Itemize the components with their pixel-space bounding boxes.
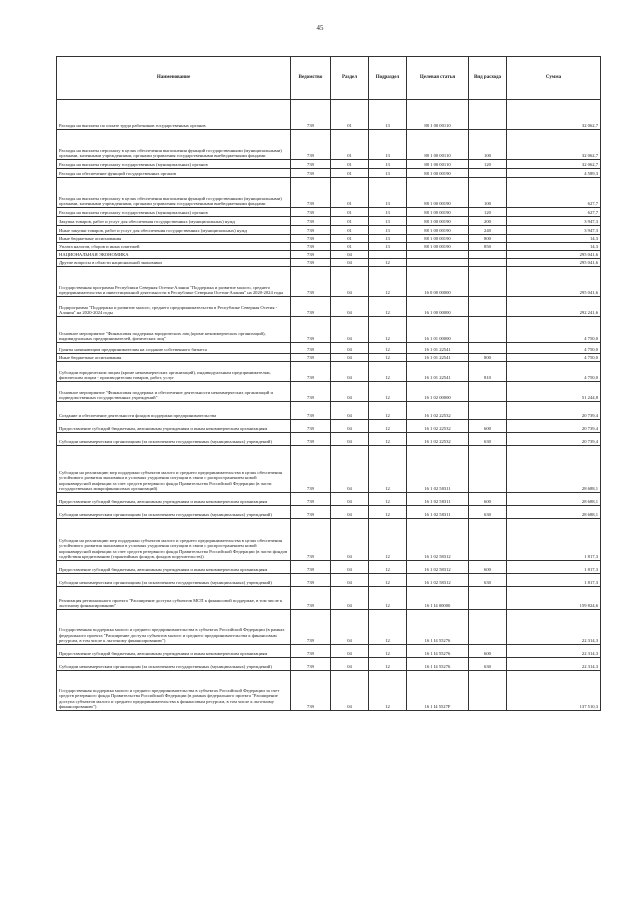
cell-pr: 13: [369, 235, 407, 243]
cell-sum: 14,3: [507, 243, 601, 251]
cell-vr: 800: [469, 235, 507, 243]
cell-cs: 88 1 00 00190: [407, 178, 469, 208]
table-row: [57, 169, 601, 178]
column-header: Целевая статья: [407, 57, 469, 100]
cell-vr: 630: [469, 433, 507, 446]
table-row: [57, 506, 601, 519]
cell-ved: 739: [291, 267, 331, 297]
cell-ved: 739: [291, 169, 331, 178]
cell-sum: 4 589,3: [507, 169, 601, 178]
cell-cs: 16 1 02 58312: [407, 574, 469, 587]
cell-sum: 22 314,3: [507, 610, 601, 645]
cell-vr: 120: [469, 160, 507, 169]
table-row: [57, 446, 601, 493]
cell-sum: 22 314,3: [507, 658, 601, 671]
cell-cs: 16 1 01 22541: [407, 354, 469, 362]
cell-vr: 200: [469, 217, 507, 226]
cell-pr: 13: [369, 243, 407, 251]
cell-pr: 12: [369, 420, 407, 433]
table-row: [57, 208, 601, 217]
cell-pr: 12: [369, 362, 407, 382]
table-row: [57, 178, 601, 208]
cell-ved: 739: [291, 433, 331, 446]
cell-sum: 4 750,0: [507, 354, 601, 362]
table-row: [57, 382, 601, 402]
cell-ved: 739: [291, 297, 331, 317]
cell-rz: 04: [331, 317, 369, 343]
cell-sum: 28 688,1: [507, 506, 601, 519]
cell-rz: 04: [331, 610, 369, 645]
cell-cs: 16 1 02 22532: [407, 420, 469, 433]
cell-pr: 12: [369, 259, 407, 267]
cell-sum: 22 314,3: [507, 645, 601, 658]
cell-cs: 16 1 I4 55276: [407, 610, 469, 645]
cell-pr: 12: [369, 343, 407, 354]
cell-ved: 739: [291, 226, 331, 235]
cell-vr: [469, 100, 507, 130]
cell-rz: 04: [331, 574, 369, 587]
cell-sum: 32 062,7: [507, 130, 601, 160]
cell-pr: 13: [369, 208, 407, 217]
cell-rz: 01: [331, 235, 369, 243]
cell-name: Предоставление субсидий бюджетным, автономным учреждениям и иным некоммерческим организациям: [57, 561, 291, 574]
cell-rz: 04: [331, 297, 369, 317]
cell-ved: 739: [291, 658, 331, 671]
cell-sum: 32 062,7: [507, 100, 601, 130]
cell-ved: 739: [291, 574, 331, 587]
cell-vr: 630: [469, 574, 507, 587]
table-row: [57, 259, 601, 267]
cell-name: Иные закупки товаров, работ и услуг для обеспечения государственных (муниципальных) нужд: [57, 226, 291, 235]
cell-pr: 12: [369, 671, 407, 711]
cell-ved: 739: [291, 217, 331, 226]
table-row: [57, 519, 601, 561]
cell-rz: 04: [331, 446, 369, 493]
cell-rz: 04: [331, 671, 369, 711]
table-row: [57, 130, 601, 160]
cell-name: Подпрограмма "Поддержка и развитие малого, среднего предпринимательства в Республике Северная Осетия - Алания" на 2020-2024 годы: [57, 297, 291, 317]
cell-ved: 739: [291, 645, 331, 658]
cell-pr: 12: [369, 493, 407, 506]
cell-name: НАЦИОНАЛЬНАЯ ЭКОНОМИКА: [57, 251, 291, 259]
cell-cs: 16 1 02 22532: [407, 402, 469, 420]
cell-pr: 12: [369, 446, 407, 493]
cell-name: Расходы на выплаты по оплате труда работников государственных органов: [57, 100, 291, 130]
cell-ved: 739: [291, 208, 331, 217]
cell-cs: 16 1 01 22541: [407, 343, 469, 354]
cell-sum: 1 817,3: [507, 561, 601, 574]
cell-vr: 120: [469, 208, 507, 217]
cell-name: Субсидии некоммерческим организациям (за исключением государственных (муниципальных) учреждений): [57, 433, 291, 446]
cell-cs: 88 1 00 00110: [407, 100, 469, 130]
cell-sum: 32 062,7: [507, 160, 601, 169]
cell-rz: 04: [331, 402, 369, 420]
cell-pr: 12: [369, 354, 407, 362]
cell-cs: 88 1 00 00110: [407, 130, 469, 160]
cell-ved: 739: [291, 235, 331, 243]
cell-ved: 739: [291, 130, 331, 160]
cell-rz: 04: [331, 645, 369, 658]
cell-vr: 630: [469, 506, 507, 519]
table-row: [57, 671, 601, 711]
cell-vr: 630: [469, 658, 507, 671]
cell-pr: 13: [369, 226, 407, 235]
cell-name: Субсидии некоммерческим организациям (за исключением государственных (муниципальных) учреждений): [57, 658, 291, 671]
cell-name: Гранты начинающим предпринимателям на создание собственного бизнеса: [57, 343, 291, 354]
column-header: Ведомство: [291, 57, 331, 100]
cell-name: Субсидии некоммерческим организациям (за исключением государственных (муниципальных) учреждений): [57, 506, 291, 519]
table-row: [57, 354, 601, 362]
cell-vr: [469, 402, 507, 420]
cell-name: Расходы на выплаты персоналу в целях обеспечения выполнения функций государственными (муниципальными) органами, казенными учреждениями, органами управления государственными внебюджетными фондами: [57, 178, 291, 208]
cell-vr: 810: [469, 362, 507, 382]
cell-rz: 01: [331, 226, 369, 235]
cell-cs: 16 1 02 58312: [407, 561, 469, 574]
table-row: [57, 402, 601, 420]
cell-ved: 739: [291, 178, 331, 208]
cell-ved: 739: [291, 382, 331, 402]
cell-rz: 04: [331, 343, 369, 354]
cell-pr: 13: [369, 178, 407, 208]
column-header: Сумма: [507, 57, 601, 100]
table-row: [57, 343, 601, 354]
cell-name: Предоставление субсидий бюджетным, автономным учреждениям и иным некоммерческим организациям: [57, 645, 291, 658]
cell-sum: 292 241,6: [507, 297, 601, 317]
cell-rz: 01: [331, 169, 369, 178]
cell-rz: 04: [331, 506, 369, 519]
cell-ved: 739: [291, 506, 331, 519]
cell-cs: 88 1 00 00190: [407, 243, 469, 251]
cell-pr: 13: [369, 160, 407, 169]
cell-sum: 159 824,6: [507, 587, 601, 610]
table-row: [57, 217, 601, 226]
cell-pr: 12: [369, 433, 407, 446]
cell-pr: 12: [369, 658, 407, 671]
cell-name: Расходы на выплаты персоналу государственных (муниципальных) органов: [57, 160, 291, 169]
cell-vr: 600: [469, 561, 507, 574]
cell-cs: 16 1 I4 5527F: [407, 671, 469, 711]
cell-sum: 1 817,3: [507, 574, 601, 587]
cell-rz: 04: [331, 493, 369, 506]
cell-cs: [407, 251, 469, 259]
cell-rz: 04: [331, 587, 369, 610]
table-row: [57, 658, 601, 671]
cell-cs: 16 1 02 22532: [407, 433, 469, 446]
table-row: [57, 561, 601, 574]
cell-pr: 13: [369, 100, 407, 130]
cell-sum: 20 739,4: [507, 420, 601, 433]
cell-vr: [469, 382, 507, 402]
cell-rz: 01: [331, 208, 369, 217]
table-row: [57, 251, 601, 259]
cell-name: Создание и обеспечение деятельности фондов поддержки предпринимательства: [57, 402, 291, 420]
cell-pr: 12: [369, 561, 407, 574]
cell-vr: [469, 519, 507, 561]
cell-sum: 4 750,0: [507, 362, 601, 382]
cell-name: Предоставление субсидий бюджетным, автономным учреждениям и иным некоммерческим организациям: [57, 493, 291, 506]
cell-name: Государственная программа Республики Северная Осетия-Алания "Поддержка и развитие малого, среднего предпринимательства и инвестиционной деятельности в Республике Северная Осетия-Алания" на 2020-2024 годы: [57, 267, 291, 297]
cell-vr: [469, 587, 507, 610]
cell-pr: 12: [369, 587, 407, 610]
table-row: [57, 243, 601, 251]
cell-cs: 16 1 01 22541: [407, 362, 469, 382]
cell-cs: 16 1 01 00000: [407, 317, 469, 343]
cell-vr: [469, 317, 507, 343]
cell-rz: 01: [331, 217, 369, 226]
cell-vr: [469, 297, 507, 317]
cell-rz: 04: [331, 251, 369, 259]
cell-pr: 12: [369, 645, 407, 658]
cell-ved: 739: [291, 243, 331, 251]
cell-ved: 739: [291, 587, 331, 610]
table-row: [57, 645, 601, 658]
cell-sum: 14,3: [507, 235, 601, 243]
cell-cs: 16 0 00 00000: [407, 267, 469, 297]
table-row: [57, 610, 601, 645]
cell-name: Иные бюджетные ассигнования: [57, 235, 291, 243]
cell-cs: 16 1 02 00000: [407, 382, 469, 402]
cell-name: Расходы на выплаты персоналу в целях обеспечения выполнения функций государственными (муниципальными) органами, казенными учреждениями, органами управления государственными внебюджетными фондами: [57, 130, 291, 160]
cell-name: Основное мероприятие "Финансовая поддержка и обеспечение деятельности некоммерческих организаций и подведомственных государственных учреждений": [57, 382, 291, 402]
cell-vr: 600: [469, 420, 507, 433]
cell-ved: 739: [291, 519, 331, 561]
cell-cs: 16 1 I4 55276: [407, 645, 469, 658]
table-row: [57, 317, 601, 343]
table-row: [57, 587, 601, 610]
cell-ved: 739: [291, 259, 331, 267]
cell-name: Субсидии юридическим лицам (кроме некоммерческих организаций), индивидуальным предпринимателям, физическим лицам - производителям товаров, работ, услуг: [57, 362, 291, 382]
cell-ved: 739: [291, 100, 331, 130]
cell-cs: 88 1 00 00110: [407, 160, 469, 169]
column-header: Раздел: [331, 57, 369, 100]
cell-vr: 100: [469, 178, 507, 208]
cell-rz: 04: [331, 362, 369, 382]
cell-sum: 627,7: [507, 178, 601, 208]
cell-ved: 739: [291, 160, 331, 169]
cell-pr: 13: [369, 169, 407, 178]
cell-cs: 88 1 00 00190: [407, 217, 469, 226]
cell-name: Реализация регионального проекта "Расширение доступа субъектов МСП к финансовой поддержке, в том числе к льготному финансированию": [57, 587, 291, 610]
table-row: [57, 100, 601, 130]
cell-cs: 16 1 I4 00000: [407, 587, 469, 610]
cell-ved: 739: [291, 317, 331, 343]
cell-sum: 627,7: [507, 208, 601, 217]
cell-name: Субсидии на реализацию мер поддержки субъектов малого и среднего предпринимательства в целях обеспечения устойчивого развития экономики в условиях ухудшения ситуации в связи с распространением новой коронавирусной инфекции за счет средств резервного фонда Правительства Российской Федерации (в части фондов содействия кредитованию (гарантийных фондов, фондов поручительств)): [57, 519, 291, 561]
cell-cs: 16 1 02 58311: [407, 446, 469, 493]
cell-ved: 739: [291, 420, 331, 433]
cell-rz: 04: [331, 267, 369, 297]
cell-rz: 01: [331, 243, 369, 251]
table-row: [57, 226, 601, 235]
cell-ved: 739: [291, 446, 331, 493]
cell-pr: 13: [369, 130, 407, 160]
cell-name: Основное мероприятие "Финансовая поддержка юридических лиц (кроме некоммерческих организаций), индивидуальных предпринимателей, физических лиц": [57, 317, 291, 343]
cell-vr: [469, 259, 507, 267]
table-row: [57, 235, 601, 243]
cell-vr: [469, 267, 507, 297]
cell-ved: 739: [291, 362, 331, 382]
table-row: [57, 433, 601, 446]
cell-cs: 88 1 00 00190: [407, 169, 469, 178]
cell-sum: 295 041,6: [507, 251, 601, 259]
column-header: Наименование: [57, 57, 291, 100]
cell-vr: [469, 446, 507, 493]
table-row: [57, 362, 601, 382]
cell-vr: 600: [469, 493, 507, 506]
cell-rz: 04: [331, 561, 369, 574]
cell-ved: 739: [291, 343, 331, 354]
cell-vr: [469, 169, 507, 178]
cell-ved: 739: [291, 671, 331, 711]
cell-rz: 01: [331, 100, 369, 130]
cell-name: Уплата налогов, сборов и иных платежей: [57, 243, 291, 251]
cell-cs: 16 1 02 58311: [407, 506, 469, 519]
cell-cs: 16 1 I4 55276: [407, 658, 469, 671]
cell-ved: 739: [291, 561, 331, 574]
cell-rz: 04: [331, 420, 369, 433]
cell-pr: 12: [369, 610, 407, 645]
cell-pr: [369, 251, 407, 259]
cell-vr: 850: [469, 243, 507, 251]
cell-pr: 13: [369, 217, 407, 226]
cell-name: Государственная поддержка малого и среднего предпринимательства в субъектах Российской Федерации (в рамках федерального проекта "Расширение доступа субъектов малого и среднего предпринимательства к финансовым ресурсам, в том числе к льготному финансированию"): [57, 610, 291, 645]
cell-sum: 20 739,4: [507, 402, 601, 420]
cell-ved: 739: [291, 354, 331, 362]
cell-pr: 12: [369, 506, 407, 519]
cell-rz: 04: [331, 433, 369, 446]
cell-rz: 01: [331, 130, 369, 160]
cell-vr: [469, 610, 507, 645]
cell-pr: 12: [369, 382, 407, 402]
cell-pr: 12: [369, 267, 407, 297]
cell-sum: 28 688,1: [507, 446, 601, 493]
cell-rz: 04: [331, 658, 369, 671]
table-row: [57, 267, 601, 297]
cell-cs: 16 1 02 58312: [407, 519, 469, 561]
table-row: [57, 297, 601, 317]
cell-name: Иные бюджетные ассигнования: [57, 354, 291, 362]
cell-name: Расходы на обеспечение функций государственных органов: [57, 169, 291, 178]
cell-cs: 88 1 00 00190: [407, 235, 469, 243]
table-header-row: [57, 57, 601, 100]
cell-vr: 600: [469, 645, 507, 658]
cell-sum: 4 750,0: [507, 343, 601, 354]
cell-ved: 739: [291, 610, 331, 645]
cell-name: Другие вопросы в области национальной экономики: [57, 259, 291, 267]
cell-vr: [469, 343, 507, 354]
cell-name: Расходы на выплаты персоналу государственных (муниципальных) органов: [57, 208, 291, 217]
cell-vr: [469, 671, 507, 711]
cell-rz: 04: [331, 354, 369, 362]
cell-cs: 16 1 00 00000: [407, 297, 469, 317]
cell-vr: 100: [469, 130, 507, 160]
cell-sum: 28 688,1: [507, 493, 601, 506]
cell-sum: 1 817,3: [507, 519, 601, 561]
cell-ved: 739: [291, 402, 331, 420]
cell-ved: 739: [291, 493, 331, 506]
cell-name: Субсидии на реализацию мер поддержки субъектов малого и среднего предпринимательства в целях обеспечения устойчивого развития экономики в условиях ухудшения ситуации в связи с распространением новой коронавирусной инфекции за счет средств резервного фонда Правительства Российской Федерации (в части государственных микрофинансовых организаций): [57, 446, 291, 493]
cell-sum: 137 510,3: [507, 671, 601, 711]
cell-sum: 4 750,0: [507, 317, 601, 343]
cell-rz: 04: [331, 519, 369, 561]
cell-rz: 01: [331, 160, 369, 169]
cell-name: Субсидии некоммерческим организациям (за исключением государственных (муниципальных) учреждений): [57, 574, 291, 587]
cell-sum: 295 041,6: [507, 267, 601, 297]
column-header: Подраздел: [369, 57, 407, 100]
table-row: [57, 160, 601, 169]
cell-cs: [407, 259, 469, 267]
table-row: [57, 420, 601, 433]
cell-ved: 739: [291, 251, 331, 259]
cell-pr: 12: [369, 297, 407, 317]
cell-pr: 12: [369, 519, 407, 561]
table-row: [57, 493, 601, 506]
cell-vr: 240: [469, 226, 507, 235]
cell-pr: 12: [369, 574, 407, 587]
cell-sum: 51 244,8: [507, 382, 601, 402]
cell-rz: 01: [331, 178, 369, 208]
page-number: 45: [316, 24, 324, 32]
cell-pr: 12: [369, 402, 407, 420]
cell-sum: 20 739,4: [507, 433, 601, 446]
cell-pr: 12: [369, 317, 407, 343]
column-header: Вид расхода: [469, 57, 507, 100]
cell-vr: [469, 251, 507, 259]
cell-cs: 16 1 02 58311: [407, 493, 469, 506]
cell-cs: 88 1 00 00190: [407, 208, 469, 217]
cell-rz: 04: [331, 259, 369, 267]
cell-sum: 3 947,3: [507, 217, 601, 226]
budget-table: [56, 56, 601, 711]
table-row: [57, 574, 601, 587]
cell-vr: 800: [469, 354, 507, 362]
cell-name: Предоставление субсидий бюджетным, автономным учреждениям и иным некоммерческим организациям: [57, 420, 291, 433]
cell-cs: 88 1 00 00190: [407, 226, 469, 235]
cell-rz: 04: [331, 382, 369, 402]
cell-sum: 295 041,6: [507, 259, 601, 267]
cell-name: Государственная поддержка малого и среднего предпринимательства в субъектах Российской Федерации за счет средств резервного фонда Правительства Российской Федерации (в рамках федерального проекта "Расширение доступа субъектов малого и среднего предпринимательства к финансовым ресурсам, в том числе к льготному финансированию"): [57, 671, 291, 711]
cell-sum: 3 947,3: [507, 226, 601, 235]
cell-name: Закупка товаров, работ и услуг для обеспечения государственных (муниципальных) нужд: [57, 217, 291, 226]
